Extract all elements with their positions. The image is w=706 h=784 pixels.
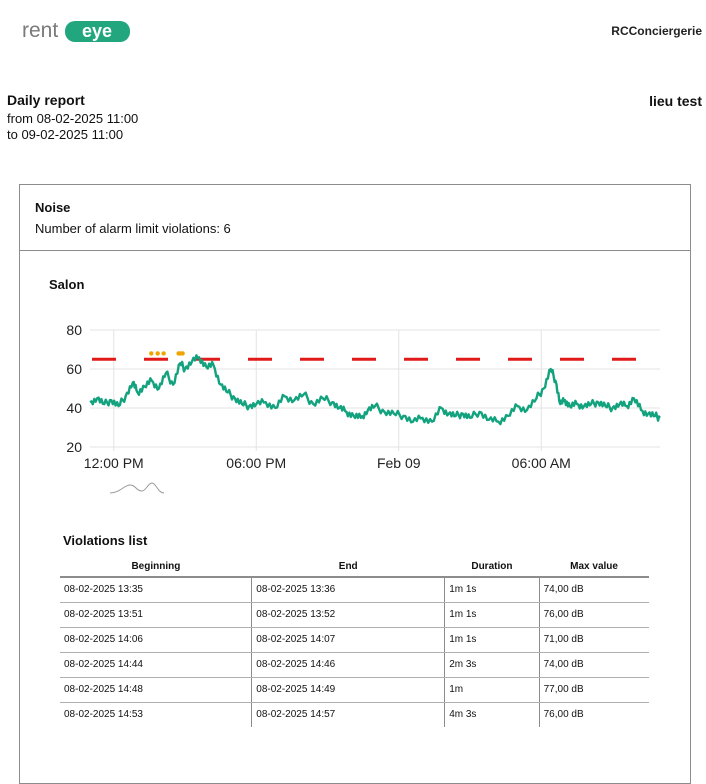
renteye-logo — [22, 18, 132, 44]
violation-marker — [149, 351, 153, 355]
cell-end: 08-02-2025 14:46 — [252, 652, 445, 677]
table-row — [60, 652, 649, 677]
cell-max-value: 77,00 dB — [539, 677, 649, 702]
cell-beginning: 08-02-2025 14:44 — [60, 652, 252, 677]
column-header-end: End — [252, 557, 445, 577]
place-name: lieu test — [649, 93, 702, 109]
table-row — [60, 577, 649, 602]
table-row — [60, 602, 649, 627]
company-name: RCConciergerie — [611, 24, 702, 38]
report-title: Daily report — [7, 92, 85, 108]
cell-max-value: 74,00 dB — [539, 652, 649, 677]
violations-count: Number of alarm limit violations: 6 — [35, 221, 231, 236]
table-row — [60, 702, 649, 727]
cell-duration: 4m 3s — [445, 702, 539, 727]
report-from-date: from 08-02-2025 11:00 — [7, 111, 139, 126]
cell-duration: 1m 1s — [445, 602, 539, 627]
cell-end: 08-02-2025 13:52 — [252, 602, 445, 627]
y-tick-label: 20 — [66, 439, 82, 455]
cell-end: 08-02-2025 13:36 — [252, 577, 445, 602]
noise-series-line — [90, 355, 660, 424]
column-header-max-value: Max value — [539, 557, 649, 577]
column-header-duration: Duration — [445, 557, 539, 577]
cell-beginning: 08-02-2025 14:48 — [60, 677, 252, 702]
x-tick-label: 06:00 AM — [511, 455, 571, 471]
x-tick-label: 12:00 PM — [83, 455, 144, 471]
x-tick-label: 06:00 PM — [226, 455, 287, 471]
cell-duration: 1m 1s — [445, 577, 539, 602]
cell-max-value: 71,00 dB — [539, 627, 649, 652]
cell-max-value: 76,00 dB — [539, 702, 649, 727]
cell-end: 08-02-2025 14:49 — [252, 677, 445, 702]
sensor-card-header — [20, 185, 690, 251]
cell-end: 08-02-2025 14:07 — [252, 627, 445, 652]
sensor-name: Noise — [35, 200, 71, 215]
room-name: Salon — [49, 277, 85, 292]
table-row — [60, 627, 649, 652]
cell-duration: 1m 1s — [445, 627, 539, 652]
violation-marker — [155, 351, 159, 355]
y-tick-label: 80 — [66, 322, 82, 338]
violation-marker — [180, 351, 184, 355]
cell-beginning: 08-02-2025 14:53 — [64, 709, 143, 721]
violations-list-title: Violations list — [63, 533, 148, 548]
column-header-beginning: Beginning — [60, 557, 252, 577]
cell-beginning: 08-02-2025 13:35 — [60, 577, 252, 602]
noise-line-chart — [66, 315, 660, 495]
cell-max-value: 76,00 dB — [539, 602, 649, 627]
y-tick-label: 40 — [66, 400, 82, 416]
logo-text-eye: eye — [81, 21, 113, 41]
cell-beginning: 08-02-2025 14:06 — [60, 627, 252, 652]
violations-header-row — [60, 557, 649, 577]
navigator-sparkline — [110, 483, 164, 493]
cell-duration: 2m 3s — [445, 652, 539, 677]
cell-max-value: 74,00 dB — [539, 577, 649, 602]
cell-duration: 1m — [445, 677, 539, 702]
report-to-date: to 09-02-2025 11:00 — [7, 127, 124, 142]
x-tick-label: Feb 09 — [376, 455, 421, 471]
cell-beginning: 08-02-2025 13:51 — [60, 602, 252, 627]
violation-marker — [161, 351, 165, 355]
sensor-card — [19, 184, 691, 784]
table-row — [60, 677, 649, 702]
cell-end: 08-02-2025 14:57 — [252, 702, 445, 727]
y-tick-label: 60 — [66, 361, 82, 377]
violations-table — [60, 557, 649, 727]
logo-text-rent: rent — [22, 19, 59, 42]
